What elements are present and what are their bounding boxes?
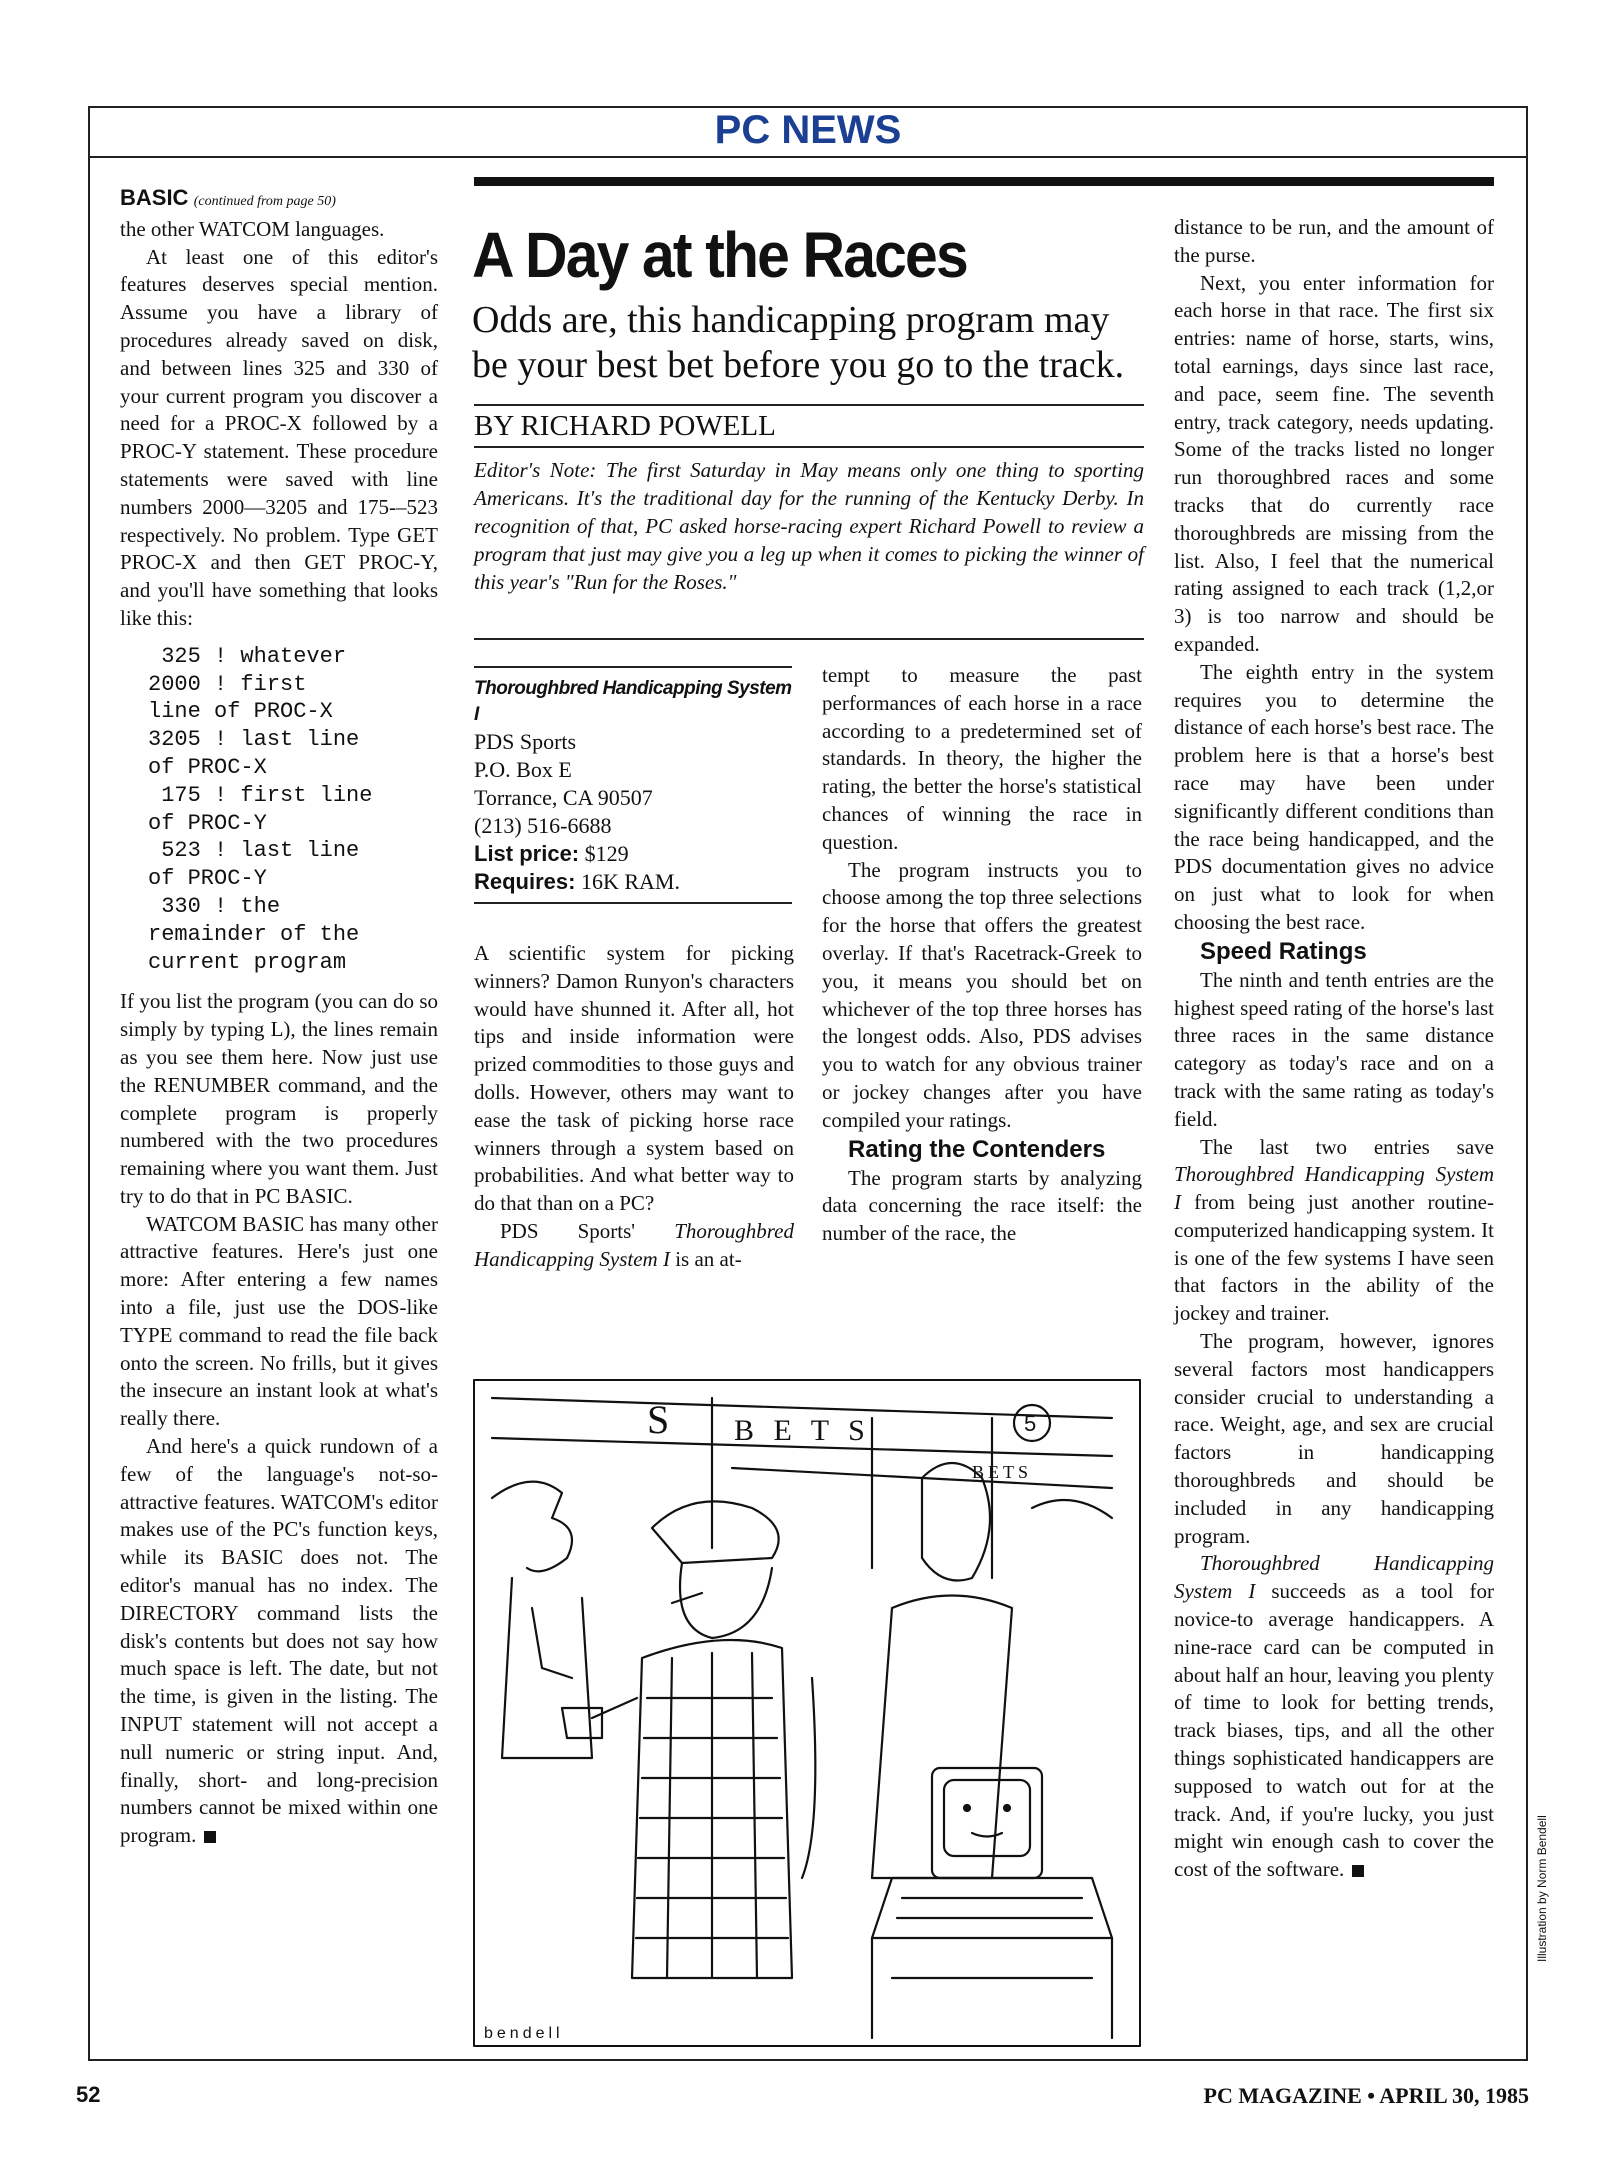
paragraph-text: PDS Sports'	[500, 1218, 675, 1243]
paragraph: The program starts by analyzing data concerning the race itself: the number of the race, the	[822, 1165, 1142, 1246]
subhead-speed-ratings: Speed Ratings	[1200, 937, 1367, 965]
basic-continuation-column	[120, 184, 438, 1850]
sign-bets: B E T S	[734, 1414, 871, 1447]
byline-rule	[474, 446, 1144, 448]
header-rule	[90, 156, 1526, 158]
page-number: 52	[76, 2082, 101, 2107]
paragraph: If you list the program (you can do so simply by typing L), the lines remain as you see them here. Now just use the RENUMBER command, and the complete program is properly numbered with the two procedures remaining where you want them. Just try to do that in PC BASIC.	[120, 989, 438, 1208]
product-phone: (213) 516-6688	[474, 813, 612, 838]
paragraph-text: succeeds as a tool for novice-to average handicappers. A nine-race card can be computed in about half an hour, leaving you plenty of time to look for betting trends, track biases, tips, and all the other things sophisticated handicappers are supposed to watch out for at the track. And, if you're lucky, you just might win enough cash to cover the cost of the software.	[1174, 1579, 1494, 1882]
paragraph	[1174, 1550, 1494, 1884]
article-top-bar	[474, 177, 1494, 186]
paragraph: WATCOM BASIC has many other attractive features. Here's just one more: After entering a few names into a file, just use the DOS-like TYPE command to read the file back onto the screen. No frills, but it gives the insecure an instant look at what's really there.	[120, 1211, 438, 1431]
bettor-center-figure	[562, 1501, 815, 1978]
product-requirements	[474, 868, 792, 896]
product-name: Thoroughbred Handicapping System I	[474, 678, 792, 725]
article-column-c	[822, 662, 1142, 1248]
product-company: PDS Sports	[474, 729, 577, 754]
price-label: List price:	[474, 841, 580, 866]
paragraph: A scientific system for picking winners? Damon Runyon's characters would have shunned it. After all, hot tips and inside information were prized commodities to those guys and dolls. However, others may want to ease the task of picking horse race winners through a system based on probabilities. And what better way to do that than on a PC?	[474, 941, 794, 1216]
paragraph-text: is an at-	[669, 1246, 742, 1271]
editor-note-rule	[474, 638, 1144, 640]
paragraph	[474, 1218, 794, 1274]
paragraph	[120, 1433, 438, 1850]
continuation-heading	[120, 184, 438, 216]
subhead-rating-contenders: Rating the Contenders	[848, 1135, 1106, 1163]
computer-terminal	[872, 1768, 1112, 2038]
product-address: P.O. Box E	[474, 757, 572, 782]
deck-rule	[474, 404, 1144, 406]
paragraph-text: The last two entries save	[1200, 1134, 1494, 1159]
cartoon-signature: bendell	[484, 2025, 564, 2042]
paragraph-text: And here's a quick rundown of a few of the language's not-so-attractive features. WATCOM's editor makes use of the PC's function keys, while its BASIC does not. The editor's manual has no index. The DIRECTORY command lists the disk's contents but does not say how much space is left. The date, but not the time, is given in the listing. The INPUT statement will not accept a null numeric or string input. And, finally, short- and long-precision numbers cannot be mixed within one program.	[120, 1434, 438, 1848]
product-title-italic: Thoroughbred Handicapping System I	[1174, 1162, 1494, 1215]
paragraph: At least one of this editor's features deserves special mention. Assume you have a library of procedures already saved on disk, and between lines 325 and 330 of your current program you discover a need for a PROC-X followed by a PROC-Y statement. These procedure statements were saved with line numbers 2000—3205 and 175-–523 respectively. No problem. Type GET PROC-X and then GET PROC-Y, and you'll have something that looks like this:	[120, 244, 438, 630]
cartoon-border	[474, 1380, 1140, 2046]
paragraph-text: from being just another routine-computerized handicapping system. It is one of the few systems I have seen that factors in the ability of the jockey and trainer.	[1174, 1190, 1494, 1326]
end-mark-icon	[204, 1831, 216, 1843]
cartoon-illustration	[472, 1378, 1142, 2048]
continuation-note: (continued from page 50)	[193, 194, 336, 209]
requires-value: 16K RAM.	[580, 869, 680, 894]
price-value: $129	[584, 841, 629, 866]
info-box-top-rule	[474, 666, 792, 668]
article-deck: Odds are, this handicapping program may be your best bet before you go to the track.	[472, 299, 1125, 386]
paragraph: The program instructs you to choose among the top three selections for the horse that offers the greatest overlay. If that's Racetrack-Greek to you, it means you should bet on whichever of the top three horses has the longest odds. Also, PDS advises you to watch for any obvious trainer or jockey changes after you have compiled your ratings.	[822, 857, 1142, 1132]
requires-label: Requires:	[474, 869, 576, 894]
sign-letter: S	[647, 1397, 670, 1442]
paragraph: distance to be run, and the amount of the purse.	[1174, 215, 1494, 267]
editor-note: Editor's Note: The first Saturday in May means only one thing to sporting Americans. It's the traditional day for the running of the Kentucky Derby. In recognition of that, PC asked horse-racing expert Richard Powell to review a program that just may give you a leg up when it comes to picking the winner of this year's "Run for the Roses."	[474, 458, 1144, 594]
byline: BY RICHARD POWELL	[474, 410, 776, 442]
magazine-footer: PC MAGAZINE • APRIL 30, 1985	[1203, 2083, 1529, 2108]
product-info-box	[474, 676, 792, 896]
paragraph: The ninth and tenth entries are the highest speed rating of the horse's last three races in the same distance category as today's race and on a track with the same rating as today's field.	[1174, 967, 1494, 1131]
window-number-badge: 5	[1024, 1411, 1037, 1436]
article-column-b	[474, 940, 794, 1274]
product-price	[474, 840, 792, 868]
continuation-label: BASIC	[120, 185, 189, 210]
paragraph: Next, you enter information for each horse in that race. The first six entries: name of horse, starts, wins, total earnings, days since last race, and pace, seem fine. The seventh entry, track category, needs updating. Some of the tracks listed no longer run thoroughbred races and some tracks that do currently race thoroughbreds are missing from the list. Also, I feel that the numerical rating assigned to each track (1,2,or 3) is too narrow and should be expanded.	[1174, 270, 1494, 656]
article-column-d	[1174, 214, 1494, 1884]
paragraph	[1174, 1134, 1494, 1329]
paragraph: The program, however, ignores several factors most handicappers consider crucial to understanding a race. Weight, age, and sex are crucial factors in handicapping thoroughbreds and should be included in any handicapping program.	[1174, 1329, 1494, 1548]
illustration-credit: Illustration by Norm Bendell	[1535, 1815, 1549, 1962]
end-mark-icon	[1352, 1865, 1364, 1877]
product-city: Torrance, CA 90507	[474, 785, 653, 810]
bettor-left-figure	[492, 1482, 592, 1758]
betting-window-sign	[492, 1397, 1112, 1578]
code-listing: 325 ! whatever 2000 ! first line of PROC-X 3205 ! last line of PROC-X 175 ! first line of PROC-Y 523 ! last line of PROC-Y 330 ! the remainder of the current program	[148, 643, 373, 975]
product-title-italic: Thoroughbred Handicapping System I	[474, 1218, 794, 1271]
paragraph: The eighth entry in the system requires you to determine the distance of each horse's best race. The problem here is that a horse's best race may have been under significantly different conditions than the race being handicapped, and the PDS documentation gives no advice on just what to look for when choosing the best race.	[1174, 659, 1495, 934]
section-header: PC NEWS	[714, 108, 902, 152]
info-box-bottom-rule	[474, 902, 792, 904]
product-title-italic: Thoroughbred Handicapping System I	[1174, 1551, 1494, 1604]
paragraph: tempt to measure the past performances of each horse in a race according to a predetermined set of standards. In theory, the higher the rating, the better the horse's statistical chances of winning the race in question.	[822, 663, 1142, 854]
article-title: A Day at the Races	[472, 219, 967, 291]
paragraph: the other WATCOM languages.	[120, 216, 385, 241]
sign-bets-small: BETS	[972, 1462, 1033, 1482]
